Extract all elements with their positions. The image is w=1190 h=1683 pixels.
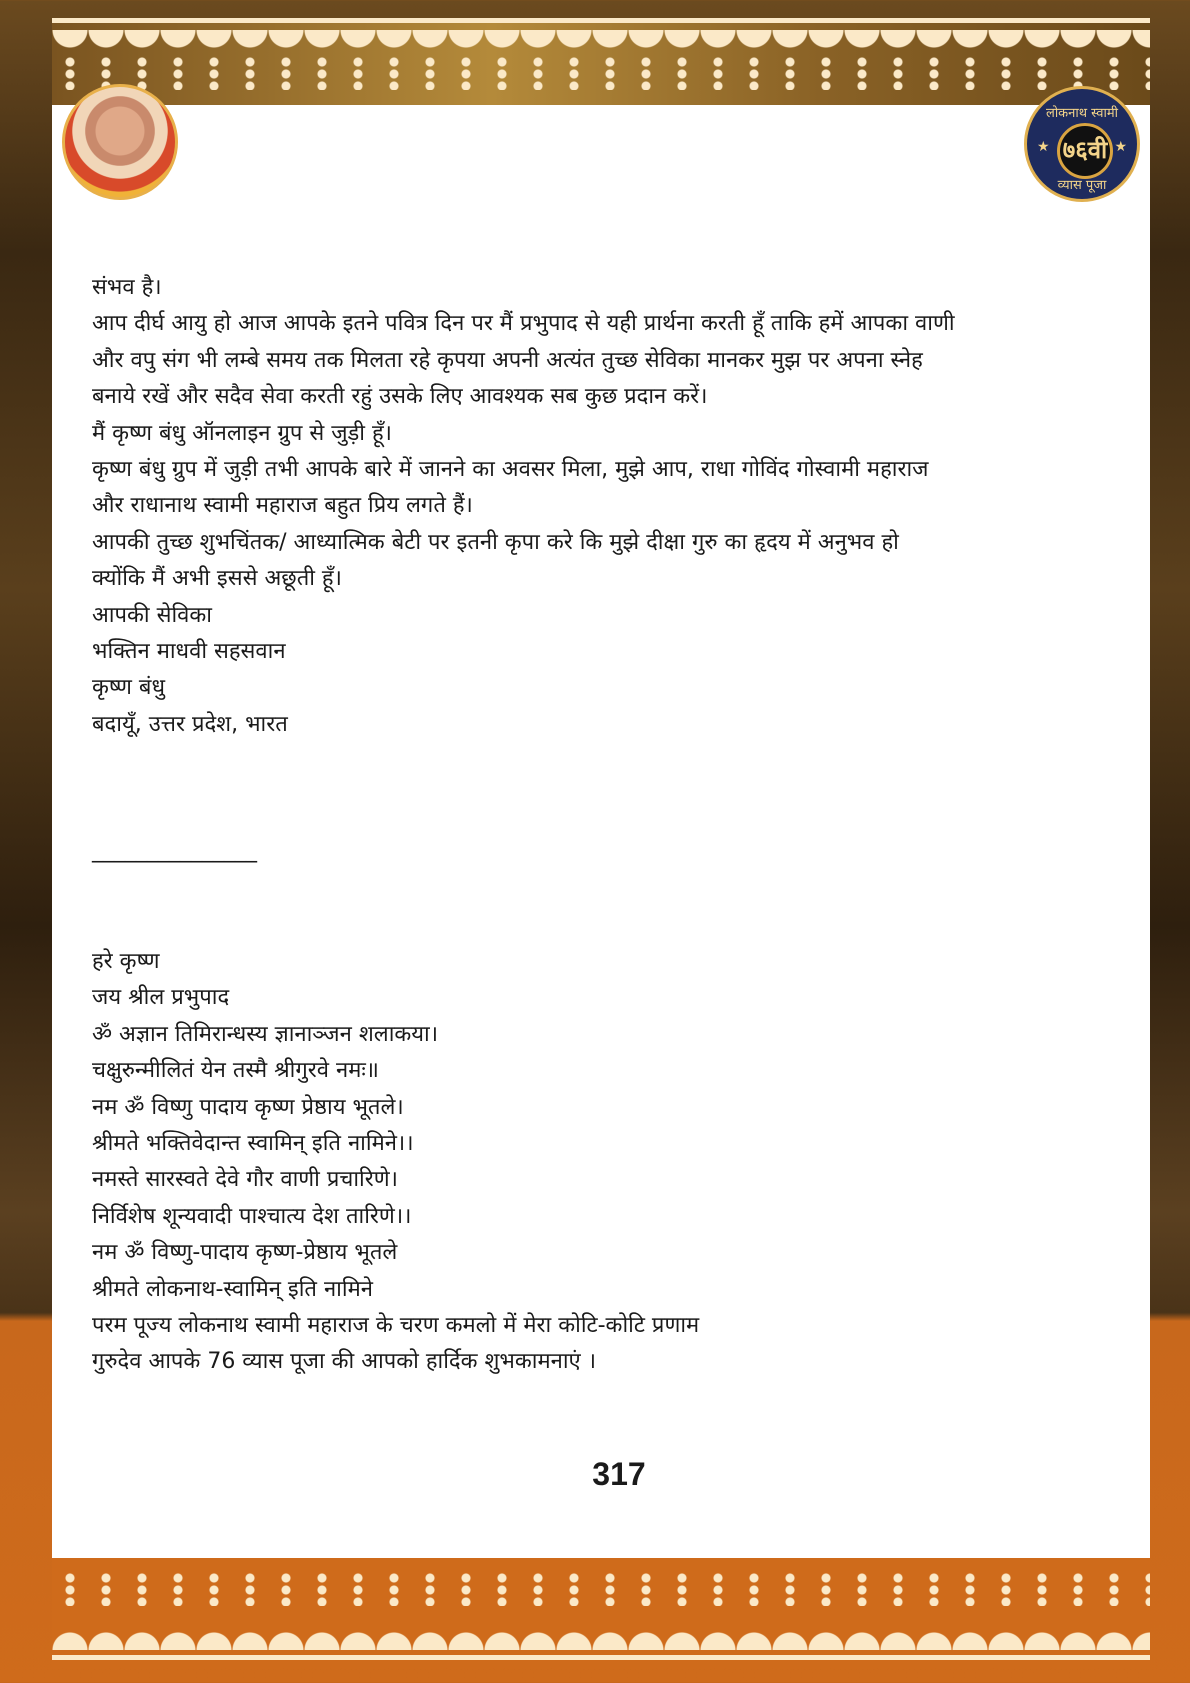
prayer-body xyxy=(92,944,699,1381)
top-scallops xyxy=(52,30,1150,52)
star-icon: ★ xyxy=(1114,139,1127,155)
top-dots xyxy=(52,56,1150,90)
text-line: क्योंकि मैं अभी इससे अछूती हूँ। xyxy=(92,566,342,592)
separator-line: _______________ xyxy=(92,838,257,863)
text-line: नम ॐ विष्णु-पादाय कृष्ण-प्रेष्ठाय भूतले xyxy=(92,1240,398,1266)
star-icon: ★ xyxy=(1037,139,1050,155)
guru-portrait xyxy=(62,84,178,200)
text-line: बनाये रखें और सदैव सेवा करती रहुं उसके लिए आवश्यक सब कुछ प्रदान करें। xyxy=(92,384,708,410)
bottom-scallops xyxy=(52,1628,1150,1650)
text-line: मैं कृष्ण बंधु ऑनलाइन ग्रुप से जुड़ी हूँ। xyxy=(92,420,393,446)
text-line: नम ॐ विष्णु पादाय कृष्ण प्रेष्ठाय भूतले। xyxy=(92,1094,404,1120)
text-line: कृष्ण बंधु ग्रुप में जुड़ी तभी आपके बारे में जानने का अवसर मिला, मुझे आप, राधा गोविंद गोस्वामी महाराज xyxy=(92,457,929,483)
text-line: नमस्ते सारस्वते देवे गौर वाणी प्रचारिणे। xyxy=(92,1167,398,1193)
text-line: निर्विशेष शून्यवादी पाश्चात्य देश तारिणे।। xyxy=(92,1203,412,1229)
text-line: भक्तिन माधवी सहसवान xyxy=(92,639,286,665)
badge-bottom-text: व्यास पूजा xyxy=(1057,178,1107,193)
text-line: ॐ अज्ञान तिमिरान्धस्य ज्ञानाञ्जन शलाकया। xyxy=(92,1021,439,1047)
text-line: कृष्ण बंधु xyxy=(92,675,165,701)
text-line: आपकी सेविका xyxy=(92,602,212,628)
text-line: संभव है। xyxy=(92,275,162,300)
vyasa-puja-badge xyxy=(1024,86,1140,202)
letter-body xyxy=(92,270,955,743)
text-line: और राधानाथ स्वामी महाराज बहुत प्रिय लगते हैं। xyxy=(92,493,473,519)
bottom-dots xyxy=(52,1572,1150,1606)
badge-top-text: लोकनाथ स्वामी xyxy=(1046,106,1118,121)
text-line: आप दीर्घ आयु हो आज आपके इतने पवित्र दिन पर मैं प्रभुपाद से यही प्रार्थना करती हूँ ताकि हमें आपका वाणी xyxy=(92,311,955,337)
text-line: गुरुदेव आपके 76 व्यास पूजा की आपको हार्दिक शुभकामनाएं । xyxy=(92,1349,597,1375)
text-line: जय श्रील प्रभुपाद xyxy=(92,985,230,1011)
text-line: आपकी तुच्छ शुभचिंतक/ आध्यात्मिक बेटी पर इतनी कृपा करे कि मुझे दीक्षा गुरु का हृदय में अनुभव हो xyxy=(92,529,899,555)
text-line: परम पूज्य लोकनाथ स्वामी महाराज के चरण कमलो में मेरा कोटि-कोटि प्रणाम xyxy=(92,1313,700,1339)
text-line: चक्षुरुन्मीलितं येन तस्मै श्रीगुरवे नमः॥ xyxy=(92,1058,379,1084)
text-line: हरे कृष्ण xyxy=(92,949,160,974)
top-rule xyxy=(52,18,1150,23)
text-line: बदायूँ, उत्तर प्रदेश, भारत xyxy=(92,711,288,737)
text-line: श्रीमते भक्तिवेदान्त स्वामिन् इति नामिने।। xyxy=(92,1131,414,1157)
text-line: और वपु संग भी लम्बे समय तक मिलता रहे कृपया अपनी अत्यंत तुच्छ सेविका मानकर मुझ पर अपना स्नेह xyxy=(92,347,923,373)
page-number: 317 xyxy=(592,1456,646,1492)
text-line: श्रीमते लोकनाथ-स्वामिन् इति नामिने xyxy=(92,1276,373,1302)
bottom-rule xyxy=(52,1655,1150,1660)
badge-number: ७६वी xyxy=(1057,123,1113,179)
